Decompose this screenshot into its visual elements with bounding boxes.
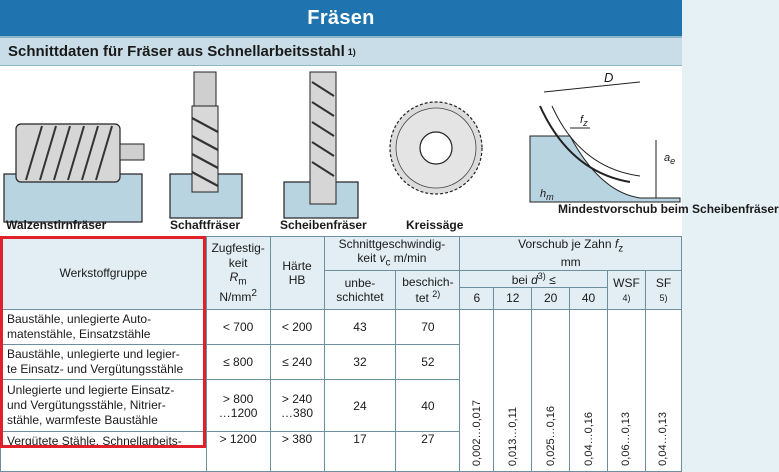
row2-group-line2: te Einsatz- und Vergütungsstähle <box>7 362 184 377</box>
header-bei-d-leq: ≤ <box>545 272 556 287</box>
header-zugfestigkeit <box>206 237 270 310</box>
row1-haerte: < 200 <box>270 310 324 345</box>
feed-d6-text: 0,002…0,017 <box>470 400 483 467</box>
diagram-label-ae-sub: e <box>670 156 676 167</box>
header-feed-unit: mm <box>560 255 581 270</box>
header-sf-footnote: 5) <box>659 292 668 303</box>
diagram-label-hm <box>540 188 554 202</box>
feed-d12-text: 0,013…0,11 <box>506 407 519 467</box>
cutting-data-table <box>0 236 682 472</box>
row3-group-line3: stähle, warmfeste Baustähle <box>7 413 158 428</box>
section-title-text: Schnittdaten für Fräser aus Schnellarbeitsstahl <box>8 43 345 60</box>
header-sf <box>645 270 681 309</box>
header-zugfestigkeit-sub: m <box>238 276 247 288</box>
diagram-label-d: D <box>604 70 614 85</box>
header-wsf-footnote: 4) <box>622 292 631 303</box>
row2-zugfestigkeit: ≤ 800 <box>206 345 270 380</box>
feed-sf-text: 0,04…0,13 <box>657 412 670 467</box>
mindestvorschub-diagram <box>530 72 680 202</box>
feed-sf <box>645 310 681 472</box>
row3-haerte <box>270 380 324 432</box>
feed-d6 <box>460 310 494 472</box>
row4-haerte: > 380 <box>270 432 324 472</box>
row1-group-line1: Baustähle, unlegierte Auto- <box>7 312 152 327</box>
header-beschichtet-footnote: 2) <box>432 288 441 299</box>
walzenstirnfraeser-illustration <box>4 116 149 226</box>
header-unbeschichtet-line2: schichtet <box>336 289 384 304</box>
header-speed-line1: Schnittgeschwindig- <box>338 237 446 251</box>
header-feed-sub: z <box>618 243 624 255</box>
tool-label-mindestvorschub: Mindestvorschub beim Scheibenfräser <box>558 202 779 216</box>
page-title-text: Fräsen <box>307 6 375 29</box>
kreissaege-illustration <box>386 82 486 214</box>
row4-unbeschichtet: 17 <box>324 432 396 472</box>
feed-d20 <box>532 310 570 472</box>
header-bei-d <box>460 270 608 287</box>
header-haerte <box>270 237 324 310</box>
header-schnittgeschwindigkeit <box>324 237 460 271</box>
section-title <box>0 36 682 66</box>
row3-hardness-line2: …380 <box>281 405 314 420</box>
feed-d20-text: 0,025…0,16 <box>544 406 557 467</box>
row3-zugfestigkeit <box>206 380 270 432</box>
header-bei-d-text: bei <box>511 272 532 287</box>
row2-unbeschichtet: 32 <box>324 345 396 380</box>
feed-wsf-text: 0,06…0,13 <box>620 412 633 467</box>
feed-d40-text: 0,04…0,16 <box>582 412 595 467</box>
header-zugfestigkeit-line2: keit <box>228 255 248 270</box>
header-speed-line2a: keit <box>357 251 380 266</box>
tool-label-walzenstirnfraeser: Walzenstirnfräser <box>6 218 107 232</box>
row2-group-line1: Baustähle, unlegierte und legier- <box>7 347 180 362</box>
header-speed-unit: m/min <box>390 251 427 266</box>
row4-zugfestigkeit: > 1200 <box>206 432 270 472</box>
diagram-label-fz-sub: z <box>583 118 588 129</box>
diagram-label-fz-text: f <box>580 114 584 126</box>
row3-unbeschichtet: 24 <box>324 380 396 432</box>
row2-beschichtet: 52 <box>396 345 460 380</box>
header-feed-symbol: f <box>614 237 619 251</box>
header-wsf <box>608 270 646 309</box>
row3-group-line2: und Vergütungsstähle, Nitrier- <box>7 398 166 413</box>
diagram-label-fz <box>580 114 588 128</box>
header-zugfestigkeit-unit: N/mm <box>219 290 252 305</box>
header-vorschub <box>460 237 682 271</box>
row3-tensile-line2: …1200 <box>218 405 258 420</box>
row4-werkstoffgruppe <box>1 432 207 472</box>
row2-haerte: ≤ 240 <box>270 345 324 380</box>
section-footnote: 1) <box>347 46 356 57</box>
header-bei-d-footnote: 3) <box>537 270 546 281</box>
row3-group-line1: Unlegierte und legierte Einsatz- <box>7 383 175 398</box>
diagram-label-ae-text: a <box>664 152 671 164</box>
row3-beschichtet: 40 <box>396 380 460 432</box>
header-haerte-line2: HB <box>288 273 306 288</box>
header-d40: 40 <box>570 288 608 310</box>
header-haerte-line1: Härte <box>282 258 312 273</box>
row2-werkstoffgruppe <box>1 345 207 380</box>
header-speed-sub: c <box>385 257 391 269</box>
row3-tensile-line1: > 800 <box>222 391 254 406</box>
header-wsf-text: WSF <box>613 275 640 290</box>
row1-zugfestigkeit: < 700 <box>206 310 270 345</box>
tool-label-schaftfraeser: Schaftfräser <box>170 218 241 232</box>
schaftfraeser-illustration <box>160 70 250 220</box>
header-feed-line1: Vorschub je Zahn <box>518 237 615 251</box>
header-unbeschichtet-line1: unbe- <box>344 275 376 290</box>
row1-beschichtet: 70 <box>396 310 460 345</box>
feed-d40 <box>570 310 608 472</box>
row1-group-line2: matenstähle, Einsatzstähle <box>7 327 151 342</box>
scheibenfraeser-illustration <box>278 72 368 220</box>
row4-group-line1: Vergütete Stähle, Schnellarbeits- <box>7 434 182 449</box>
row1-unbeschichtet: 43 <box>324 310 396 345</box>
row3-werkstoffgruppe <box>1 380 207 432</box>
page-title <box>0 0 682 36</box>
header-zugfestigkeit-line1: Zugfestig- <box>211 241 265 256</box>
header-sf-text: SF <box>655 275 672 290</box>
tool-illustrations <box>0 66 779 236</box>
header-speed-symbol: v <box>379 251 386 266</box>
tool-label-kreissaege: Kreissäge <box>406 218 464 232</box>
header-bei-d-symbol: d <box>531 272 538 287</box>
row1-werkstoffgruppe <box>1 310 207 345</box>
header-d6: 6 <box>460 288 494 310</box>
header-unbeschichtet <box>324 270 396 309</box>
row3-hardness-line1: > 240 <box>281 391 313 406</box>
header-beschichtet <box>396 270 460 309</box>
header-d12: 12 <box>494 288 532 310</box>
diagram-label-hm-text: h <box>540 188 547 200</box>
diagram-label-ae <box>664 152 675 166</box>
header-zugfestigkeit-unit-sup: 2 <box>251 288 257 300</box>
diagram-label-hm-sub: m <box>546 192 554 203</box>
header-d20: 20 <box>532 288 570 310</box>
table-row <box>1 310 682 345</box>
feed-d12 <box>494 310 532 472</box>
tool-label-scheibenfraeser: Scheibenfräser <box>280 218 367 232</box>
row4-beschichtet: 27 <box>396 432 460 472</box>
header-zugfestigkeit-symbol: R <box>229 270 239 285</box>
header-beschichtet-line2: tet <box>415 290 429 305</box>
feed-wsf <box>608 310 646 472</box>
header-beschichtet-line1: beschich- <box>402 274 454 289</box>
header-werkstoffgruppe: Werkstoffgruppe <box>1 237 207 310</box>
